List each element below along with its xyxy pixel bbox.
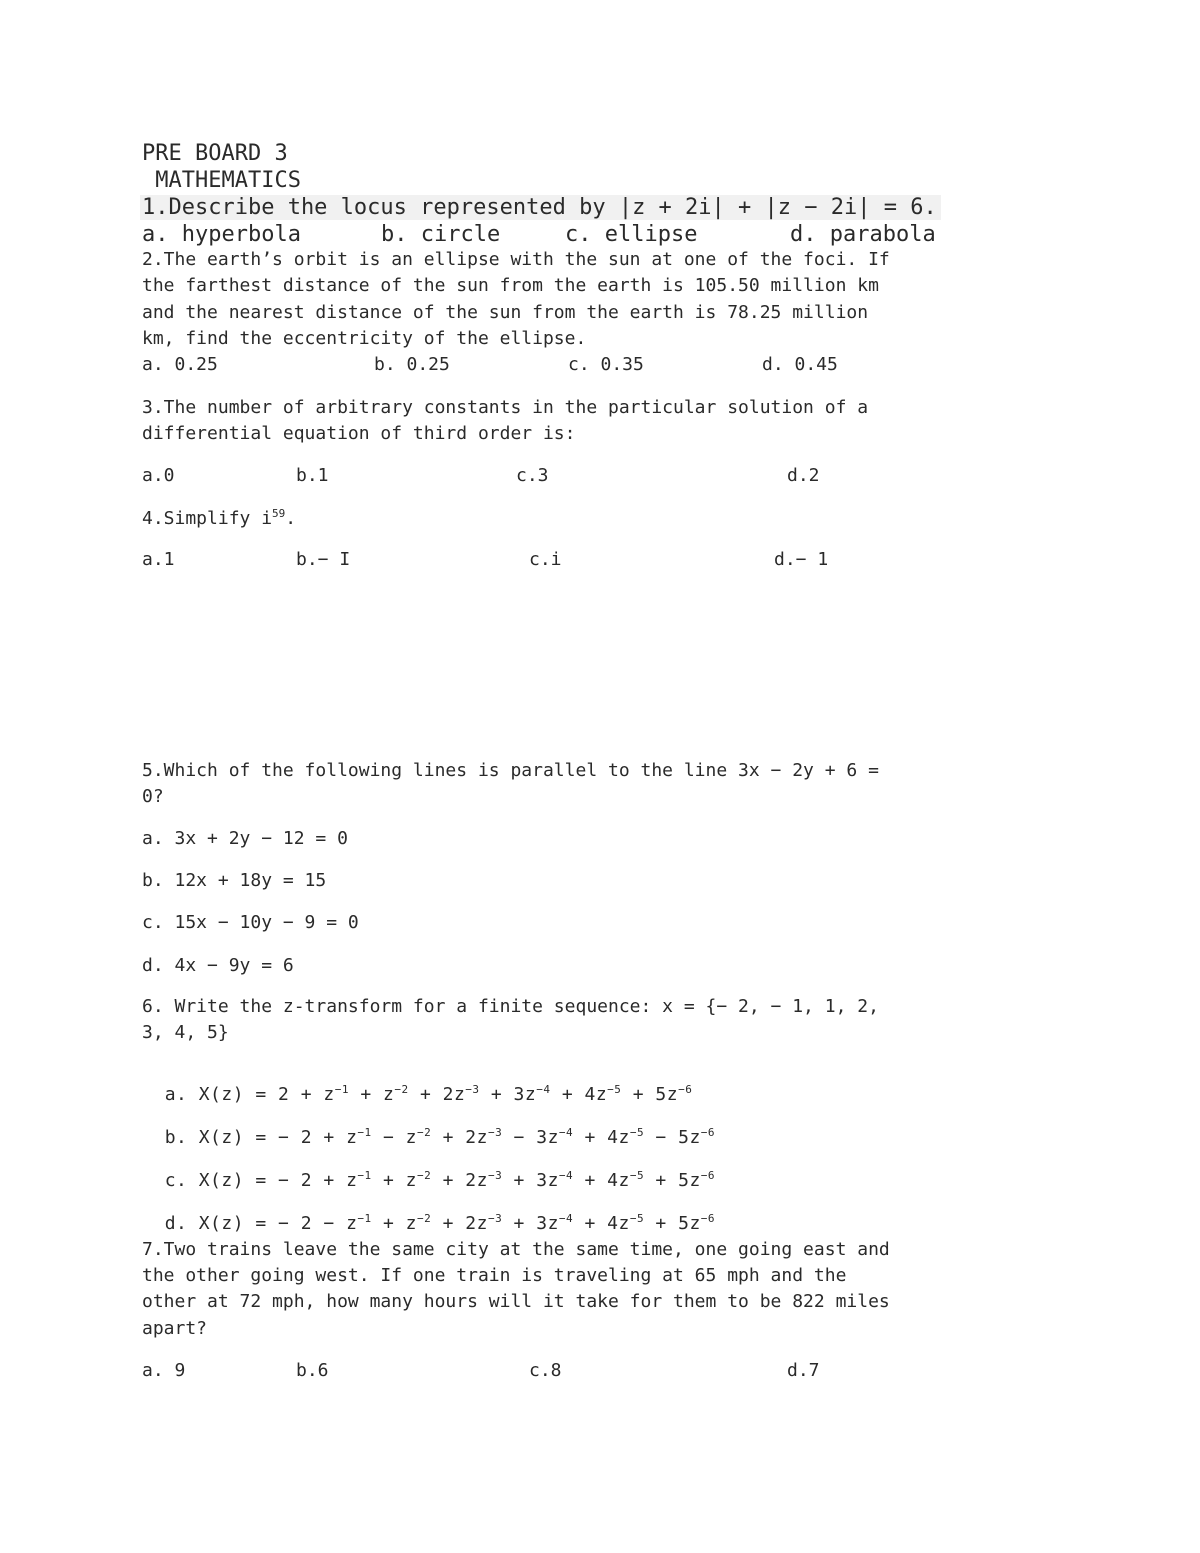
question-4-text: 4.Simplify $i^{59}$. — [142, 507, 297, 529]
question-7-line-4: apart? — [142, 1318, 208, 1339]
q4-option-d: d.− 1 — [774, 549, 829, 570]
q1-option-b: b. circle — [381, 222, 501, 247]
q7-option-c: c.8 — [529, 1360, 562, 1381]
q4-option-a: a.1 — [142, 549, 175, 570]
question-6-line-1: 6. Write the z-transform for a finite sequence: x = {− 2, − 1, 1, 2, — [142, 996, 879, 1017]
q7-option-b: b.6 — [296, 1360, 329, 1381]
q3-option-d: d.2 — [787, 465, 820, 486]
question-1-text: 1.Describe the locus represented by |z + 2i| + |z − 2i| = 6. — [142, 197, 941, 219]
q2-option-c: c. 0.35 — [568, 354, 644, 375]
question-7-line-1: 7.Two trains leave the same city at the same time, one going east and — [142, 1239, 890, 1260]
q6-option-c: c. X(z) = − $2 + z^{-1} + z^{-2} + 2z^{-3} + 3z^{-4} + 4z^{-5} + 5z^{-6}$ — [164, 1169, 716, 1191]
question-5-line-2: 0? — [142, 786, 164, 807]
question-2-line-1: 2.The earth’s orbit is an ellipse with the sun at one of the foci. If — [142, 249, 890, 270]
question-2-line-2: the farthest distance of the sun from the earth is 105.50 million km — [142, 275, 879, 296]
q2-option-a: a. 0.25 — [142, 354, 218, 375]
q7-option-d: d.7 — [787, 1360, 820, 1381]
question-6-line-2: 3, 4, 5} — [142, 1022, 229, 1043]
q2-option-b: b. 0.25 — [374, 354, 450, 375]
q2-option-d: d. 0.45 — [762, 354, 838, 375]
q1-option-c: c. ellipse — [565, 222, 698, 247]
q5-option-c: c. 15x − 10y − 9 = 0 — [142, 912, 359, 933]
q7-option-a: a. 9 — [142, 1360, 186, 1381]
q6-option-a: a. $X(z) = 2 + z^{-1} + z^{-2} + 2z^{-3} + 3z^{-4} + 4z^{-5} + 5z^{-6}$ — [164, 1083, 693, 1105]
q3-option-c: c.3 — [516, 465, 549, 486]
subject-heading: MATHEMATICS — [142, 168, 301, 193]
question-7-line-2: the other going west. If one train is traveling at 65 mph and the — [142, 1265, 847, 1286]
q4-option-b: b.− I — [296, 549, 351, 570]
question-3-line-2: differential equation of third order is: — [142, 423, 576, 444]
question-2-line-3: and the nearest distance of the sun from the earth is 78.25 million — [142, 302, 869, 323]
question-3-line-1: 3.The number of arbitrary constants in the particular solution of a — [142, 397, 869, 418]
q6-option-d: d. X(z) = − $2 - z^{-1} + z^{-2} + 2z^{-3} + 3z^{-4} + 4z^{-5} + 5z^{-6}$ — [164, 1212, 716, 1234]
q4-exponent: 59 — [272, 507, 286, 520]
q3-option-a: a.0 — [142, 465, 175, 486]
q4-option-c: c.i — [529, 549, 562, 570]
q5-option-b: b. 12x + 18y = 15 — [142, 870, 327, 891]
q5-option-a: a. 3x + 2y − 12 = 0 — [142, 828, 348, 849]
question-7-line-3: other at 72 mph, how many hours will it take for them to be 822 miles — [142, 1291, 890, 1312]
question-2-line-4: km, find the eccentricity of the ellipse. — [142, 328, 587, 349]
q1-option-d: d. parabola — [790, 222, 936, 247]
page-title: PRE BOARD 3 — [142, 141, 288, 166]
question-5-line-1: 5.Which of the following lines is parallel to the line 3x − 2y + 6 = — [142, 760, 879, 781]
q1-option-a: a. hyperbola — [142, 222, 301, 247]
q5-option-d: d. 4x − 9y = 6 — [142, 955, 294, 976]
q3-option-b: b.1 — [296, 465, 329, 486]
q6-option-b: b. X(z) = − $2 + z^{-1} - z^{-2} + 2z^{-3} - 3z^{-4} + 4z^{-5} - 5z^{-6}$ — [164, 1126, 716, 1148]
